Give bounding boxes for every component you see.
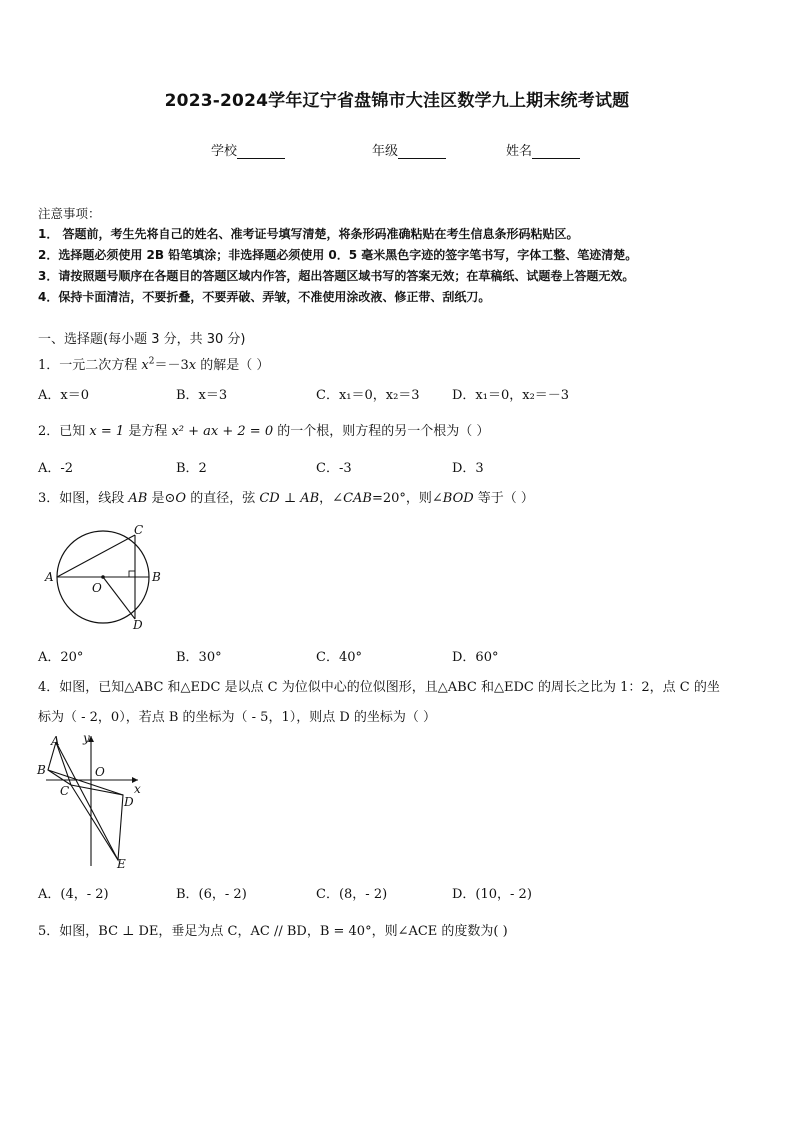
school-field <box>211 140 285 159</box>
q4-coordinate-figure <box>34 730 154 870</box>
q2-post: 的一个根，则方程的另一个根为（ ） <box>273 424 490 439</box>
q4-option-b[interactable]: B．(6，- 2) <box>176 887 247 902</box>
q1-option-c[interactable]: C．x₁＝0，x₂＝3 <box>316 388 420 403</box>
q2-option-c[interactable]: C．-3 <box>316 461 352 476</box>
notice-item-4: 4．保持卡面清洁，不要折叠，不要弄破、弄皱，不准使用涂改液、修正带、刮纸刀。 <box>38 290 491 304</box>
q3-o: O <box>175 491 187 506</box>
question-5: 5．如图，BC ⊥ DE，垂足为点 C，AC // BD，B = 40°，则∠ACE 的度数为( ) <box>38 924 508 939</box>
center-dot <box>101 575 105 579</box>
grade-field <box>372 140 446 159</box>
label-a: A <box>51 734 60 748</box>
name-blank <box>532 145 580 159</box>
label-a: A <box>45 570 54 584</box>
q2-option-d[interactable]: D．3 <box>452 461 484 476</box>
q2-options <box>38 457 758 475</box>
q1-var: x <box>141 358 149 373</box>
q3-option-d[interactable]: D．60° <box>452 650 499 665</box>
q1-post: 的解是（ ） <box>196 358 270 373</box>
q1-pre: 一元二次方程 <box>59 358 142 373</box>
q3-text-a: 如图，线段 <box>59 491 129 506</box>
name-field <box>506 140 580 159</box>
q2-mid: 是方程 <box>124 424 172 439</box>
q3-ab: AB <box>128 491 148 506</box>
q3-option-b[interactable]: B．30° <box>176 650 222 665</box>
question-1 <box>38 354 269 373</box>
name-label: 姓名 <box>506 144 533 159</box>
q4-option-a[interactable]: A．(4，- 2) <box>38 887 109 902</box>
q2-cond: x = 1 <box>89 424 125 439</box>
q1-option-a[interactable]: A．x＝0 <box>38 388 89 403</box>
label-o: O <box>95 765 105 779</box>
school-blank <box>237 145 285 159</box>
q1-option-b[interactable]: B．x＝3 <box>176 388 228 403</box>
q2-equation: x² + ax + 2 = 0 <box>171 424 274 439</box>
q1-number: 1． <box>38 358 60 373</box>
q3-circle-figure <box>40 522 170 632</box>
notice-item-3: 3．请按照题号顺序在各题目的答题区域内作答，超出答题区域书写的答案无效；在草稿纸、试题卷上答题无效。 <box>38 269 635 283</box>
question-3 <box>38 487 534 506</box>
q3-option-a[interactable]: A．20° <box>38 650 84 665</box>
page-title: 2023-2024学年辽宁省盘锦市大洼区数学九上期末统考试题 <box>164 91 630 111</box>
right-angle-mark <box>129 571 135 577</box>
label-e: E <box>117 857 126 870</box>
q2-pre: 已知 <box>59 424 90 439</box>
q1-option-d[interactable]: D．x₁＝0，x₂＝－3 <box>452 388 570 403</box>
line-ae <box>56 742 118 860</box>
q1-exp: 2 <box>148 356 155 367</box>
q3-text-d: ，∠ <box>319 491 344 506</box>
q3-text-c: 的直径，弦 <box>186 491 260 506</box>
label-y: y <box>83 731 90 745</box>
question-4-line-1: 4．如图，已知△ABC 和△EDC 是以点 C 为位似中心的位似图形，且△ABC 和△EDC 的周长之比为 1：2，点 C 的坐 <box>38 680 720 695</box>
question-2 <box>38 420 489 439</box>
q2-number: 2． <box>38 424 60 439</box>
student-info-row <box>0 140 794 160</box>
q3-text-b: 是⊙ <box>147 491 176 506</box>
q3-bod: BOD <box>442 491 474 506</box>
q3-options <box>38 646 758 664</box>
q3-text-f: 等于（ ） <box>473 491 534 506</box>
notice-item-2: 2．选择题必须使用 2B 铅笔填涂；非选择题必须使用 0．5 毫米黑色字迹的签字笔书写，字体工整、笔迹清楚。 <box>38 248 638 262</box>
q1-var2: x <box>188 358 197 373</box>
triangle-edc <box>71 785 123 860</box>
grade-blank <box>398 145 446 159</box>
segment-od <box>103 577 135 619</box>
label-b: B <box>37 763 46 777</box>
q1-eq-rest: ＝－3 <box>154 358 189 373</box>
segment-ac <box>57 535 135 577</box>
q2-option-a[interactable]: A．-2 <box>38 461 74 476</box>
label-c: C <box>60 784 70 798</box>
section-heading: 一、选择题(每小题 3 分，共 30 分) <box>38 332 246 347</box>
q3-option-c[interactable]: C．40° <box>316 650 362 665</box>
q1-options <box>38 384 758 402</box>
notice-title: 注意事项： <box>38 206 101 221</box>
q4-option-d[interactable]: D．(10，- 2) <box>452 887 532 902</box>
school-label: 学校 <box>211 144 238 159</box>
q3-number: 3． <box>38 491 60 506</box>
q3-cd-ab: CD ⊥ AB <box>259 491 320 506</box>
notice-item-1: 1． 答题前，考生先将自己的姓名、准考证号填写清楚，将条形码准确粘贴在考生信息条形码粘贴区。 <box>38 227 579 241</box>
question-4-line-2: 标为（ - 2，0），若点 B 的坐标为（ - 5，1），则点 D 的坐标为（ ） <box>38 710 437 725</box>
label-c: C <box>134 523 144 537</box>
q4-option-c[interactable]: C．(8，- 2) <box>316 887 388 902</box>
label-d: D <box>124 795 134 809</box>
label-x: x <box>134 782 141 796</box>
q2-option-b[interactable]: B．2 <box>176 461 207 476</box>
q4-options <box>38 883 758 901</box>
q3-cab: CAB <box>343 491 372 506</box>
q3-text-e: =20°，则∠ <box>371 491 443 506</box>
label-o: O <box>92 581 102 595</box>
notice-block <box>38 203 758 308</box>
grade-label: 年级 <box>372 144 399 159</box>
label-d: D <box>133 618 143 632</box>
label-b: B <box>152 570 161 584</box>
